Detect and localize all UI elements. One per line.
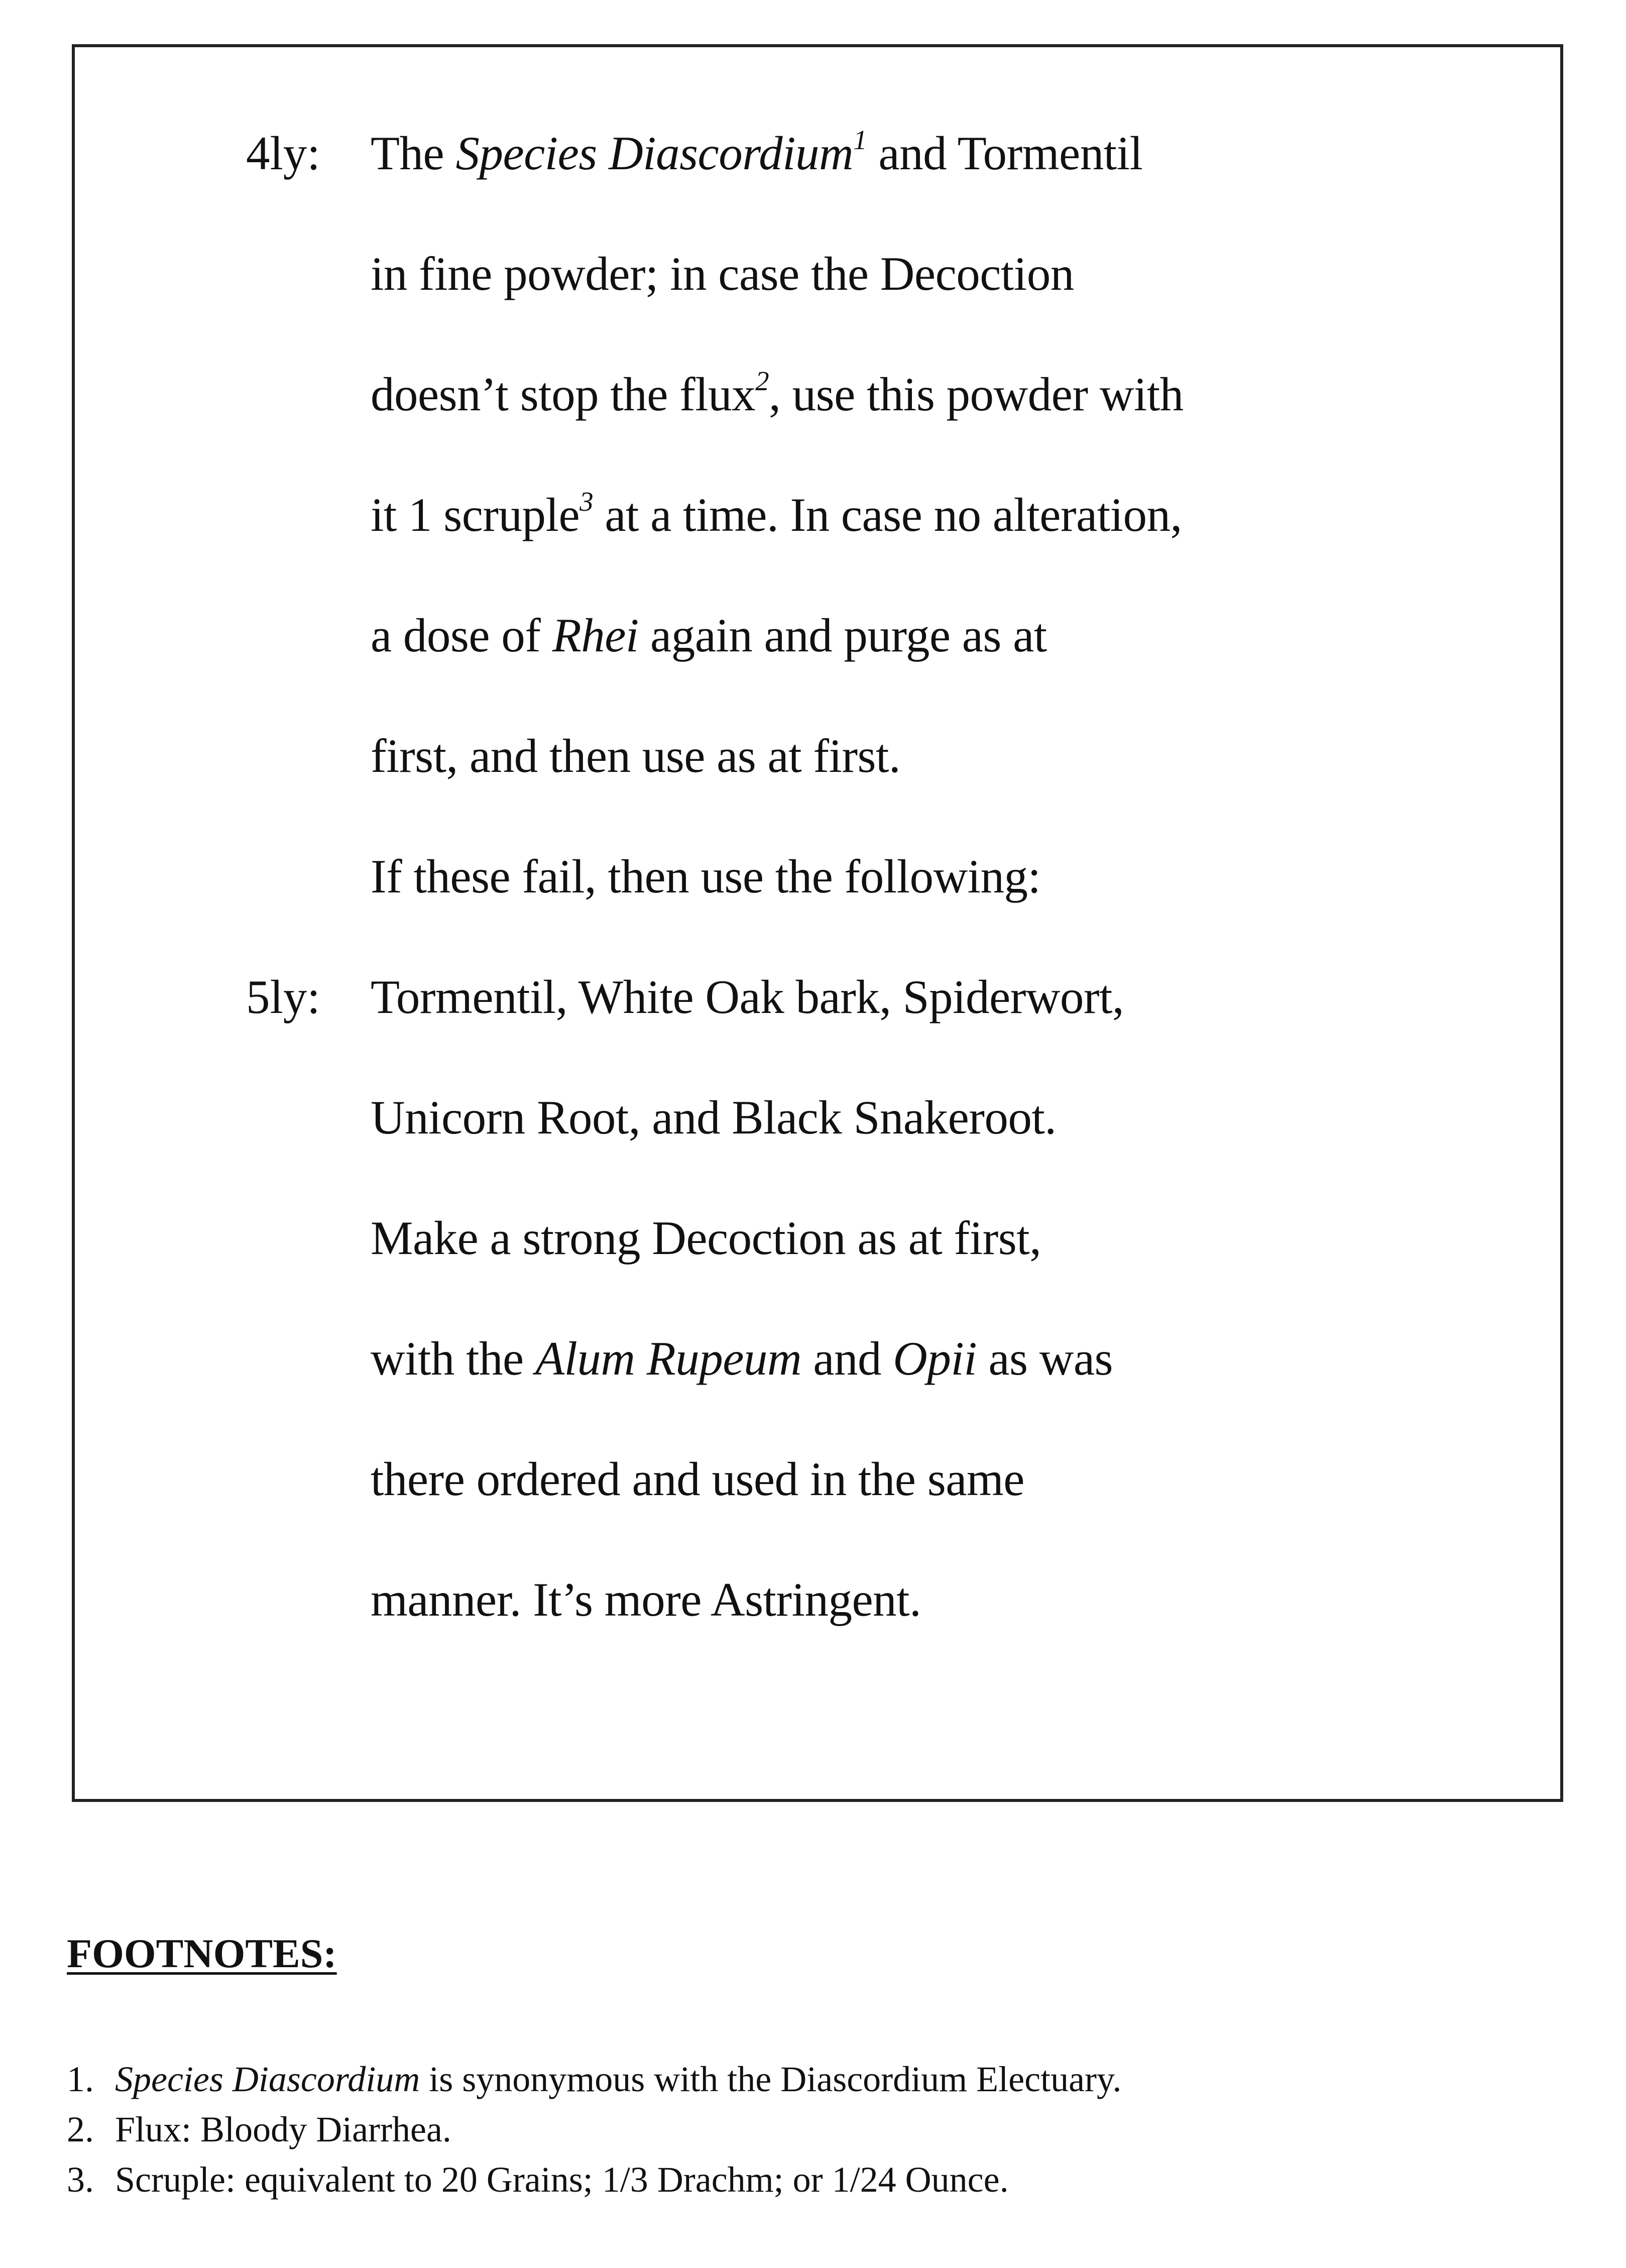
text-line: If these fail, then use the following: (371, 850, 1041, 903)
text-line: manner. It’s more Astringent. (371, 1573, 921, 1626)
footnote-ref-3: 3 (579, 486, 594, 517)
italic-term: Opii (893, 1332, 977, 1385)
footnote-ref-1: 1 (853, 125, 867, 155)
italic-term: Alum Rupeum (535, 1332, 802, 1385)
text-line: a dose of Rhei again and purge as at (371, 609, 1047, 662)
footnote-item-3: 3. Scruple: equivalent to 20 Grains; 1/3 Drachm; or 1/24 Ounce. (67, 2160, 1009, 2200)
italic-term: Species Diascordium (455, 127, 854, 180)
text-line: Make a strong Decoction as at first, (371, 1211, 1041, 1265)
italic-term: Rhei (552, 609, 639, 662)
text-line: it 1 scruple$^3$ at a time. In case no alteration, (371, 486, 1182, 541)
text-line: The Species Diascordium$^1$ and Tormentil (371, 125, 1143, 180)
text-line: first, and then use as at first. (371, 729, 901, 782)
footnote-item-1: 1. Species Diascordium is synonymous with the Diascordium Electuary. (67, 2059, 1122, 2099)
text-line: in fine powder; in case the Decoction (371, 247, 1074, 300)
italic-term: Species Diascordium (115, 2059, 420, 2099)
text-line: with the Alum Rupeum and Opii as was (371, 1332, 1113, 1385)
entry-number-5ly: 5ly: (246, 970, 320, 1024)
text-line: doesn’t stop the flux$^2$, use this powder with (371, 366, 1184, 421)
footnote-item-2: 2. Flux: Bloody Diarrhea. (67, 2109, 451, 2149)
recipe-box (72, 44, 1563, 1802)
footnotes-heading: FOOTNOTES: (67, 1931, 337, 1976)
text-line: Tormentil, White Oak bark, Spiderwort, (371, 970, 1124, 1024)
footnote-ref-2: 2 (755, 366, 769, 396)
text-line: Unicorn Root, and Black Snakeroot. (371, 1091, 1057, 1144)
entry-number-4ly: 4ly: (246, 127, 320, 180)
text-line: there ordered and used in the same (371, 1452, 1024, 1506)
